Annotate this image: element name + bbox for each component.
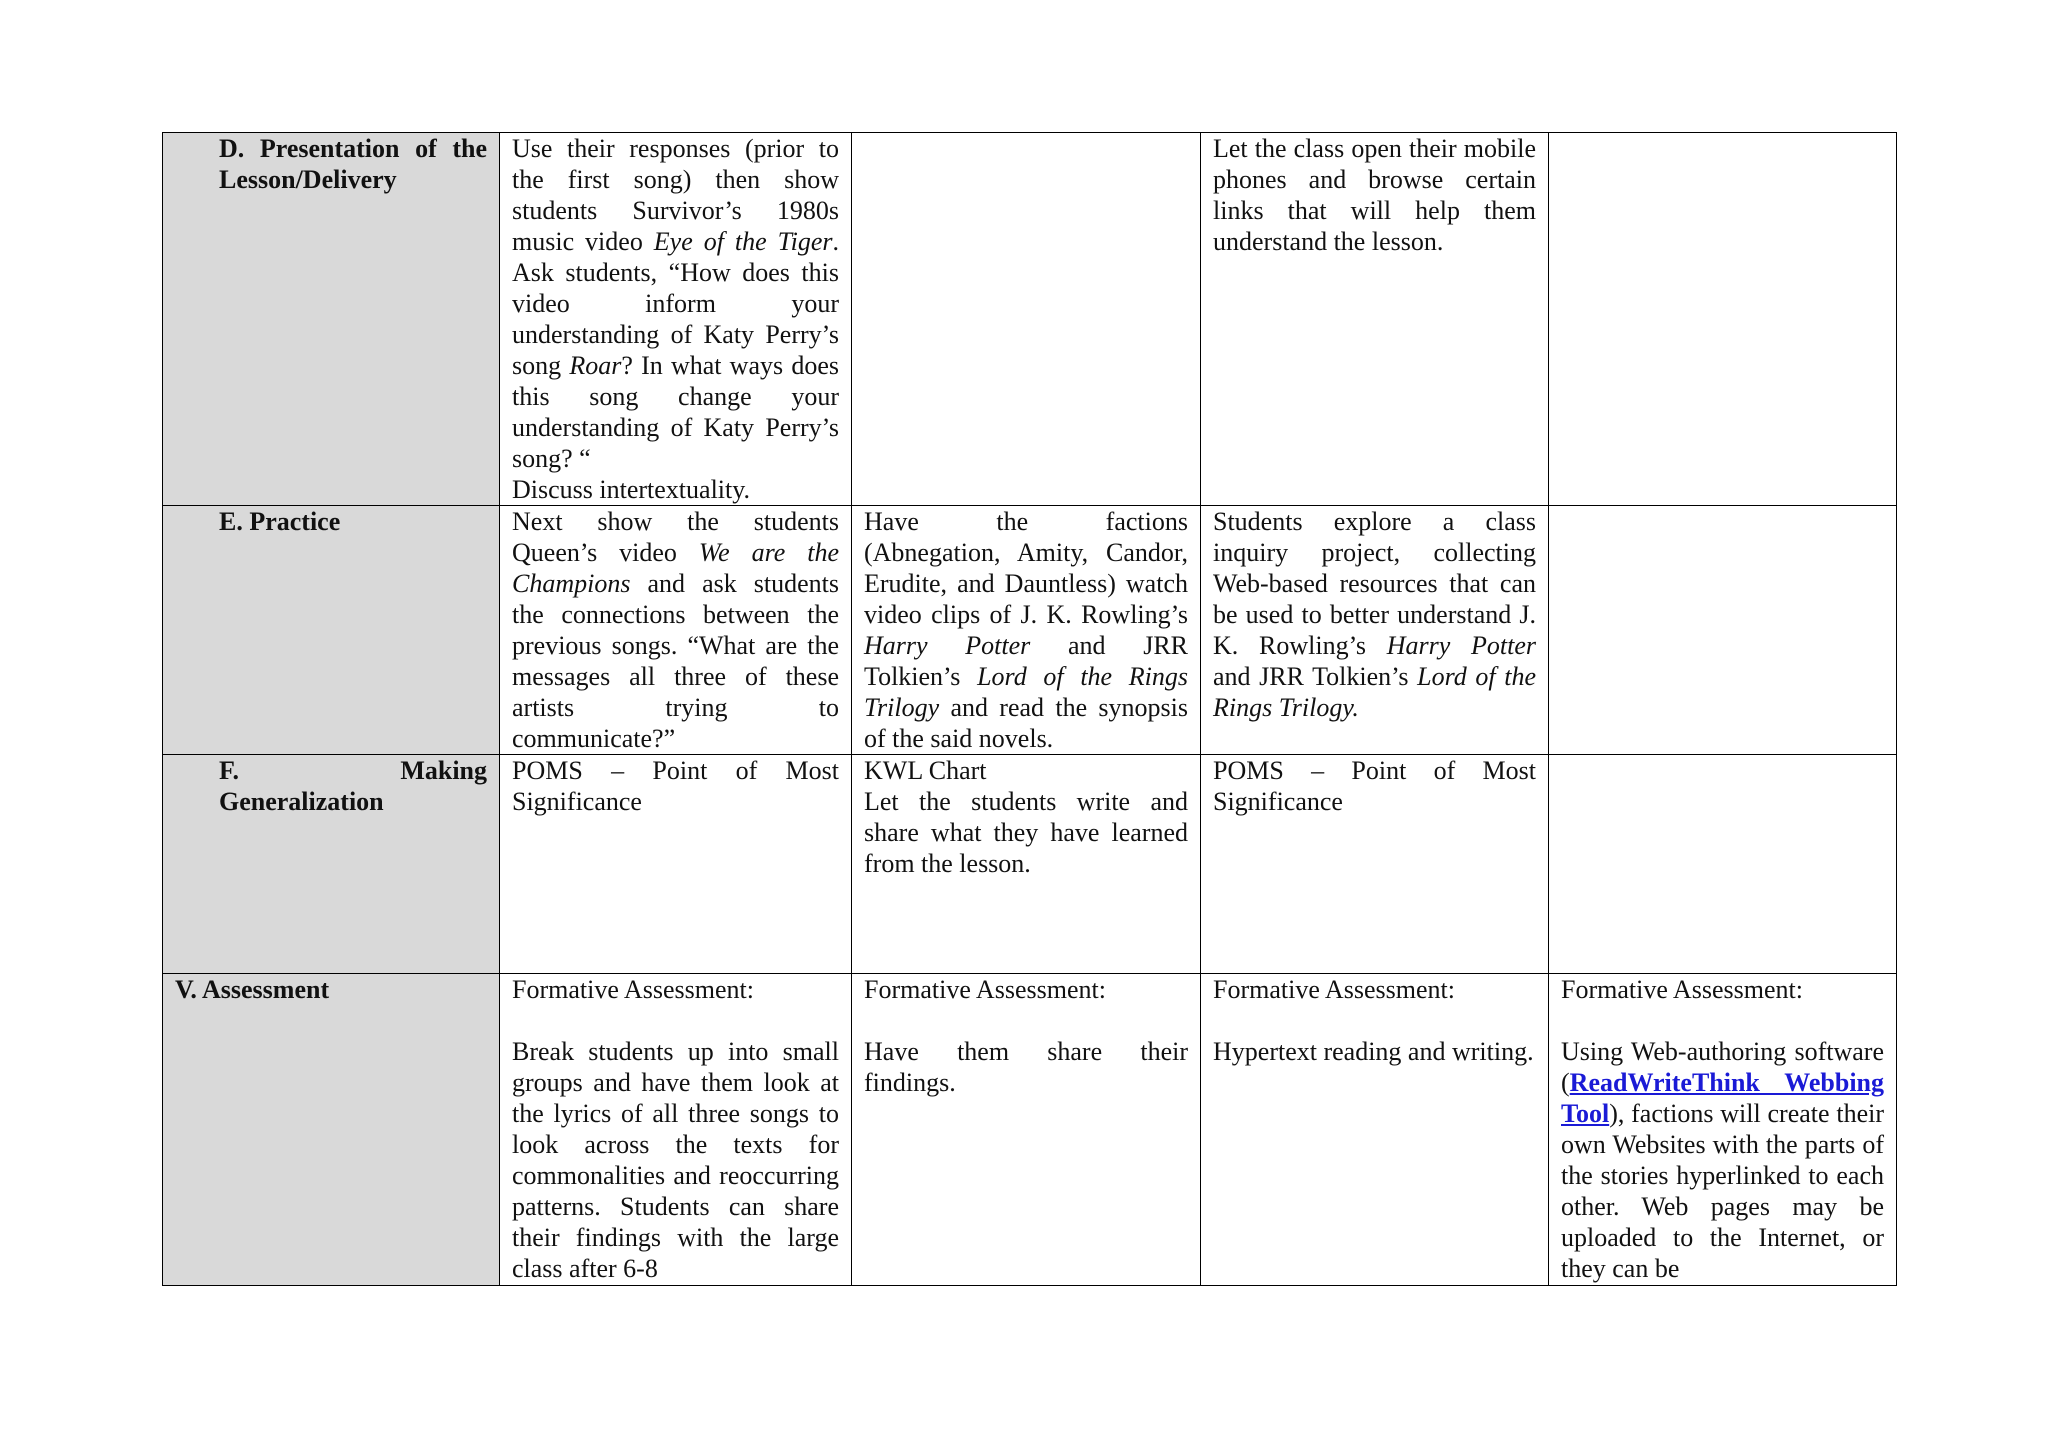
cell-assessment-col3 [1201, 974, 1549, 1286]
cell-heading: Formative Assessment: [512, 975, 754, 1004]
lesson-plan-table [162, 132, 1897, 1286]
cell-text: Break students up into small groups and have them look at the lyrics of all three songs to look across the texts for commonalities and reoccurring patterns. Students can share their findings with the large class after 6-8 [512, 1037, 839, 1283]
song-title: Eye of the Tiger [653, 227, 833, 256]
cell-text-part: ), factions will create their own Websites with the parts of the stories hyperlinked to each other. Web pages may be uploaded to the Internet, or they can be [1561, 1099, 1884, 1283]
cell-assessment-col1 [500, 974, 852, 1286]
cell-text [1561, 1036, 1884, 1284]
cell-text: Use their responses (prior to the first song) then show students Survivor’s 1980s music video [512, 134, 839, 256]
cell-assessment-col4 [1549, 974, 1897, 1286]
song-title: Roar [569, 351, 622, 380]
cell-text: . Ask students, “How does this video inform your understanding of Katy Perry’s song [512, 227, 839, 380]
cell-practice-col4 [1549, 506, 1897, 755]
cell-text-part: Using Web-authoring software ( [1561, 1037, 1884, 1097]
row-label-part: Generalization [219, 787, 384, 816]
cell-generalization-col1: POMS – Point of Most Significance [500, 755, 852, 974]
cell-generalization-col3: POMS – Point of Most Significance [1201, 755, 1549, 974]
cell-text: ? In what ways does this song change your understanding of Katy Perry’s song? “ [512, 351, 839, 473]
row-header-practice [163, 506, 500, 755]
cell-generalization-col4 [1549, 755, 1897, 974]
cell-text: and JRR Tolkien’s [864, 631, 1188, 691]
row-label-part: F. [219, 756, 239, 785]
cell-practice-col2 [852, 506, 1201, 755]
cell-heading: Formative Assessment: [1213, 975, 1455, 1004]
cell-text: Students explore a class inquiry project, collecting Web-based resources that can be used to better understand J. K. Rowling’s [1213, 507, 1536, 660]
row-header-generalization [163, 755, 500, 974]
cell-heading: Formative Assessment: [1561, 975, 1803, 1004]
readwritethink-link[interactable]: ReadWriteThink Webbing Tool [1561, 1068, 1884, 1128]
book-title: Harry Potter [1386, 631, 1536, 660]
cell-text: Have them share their findings. [864, 1037, 1188, 1097]
cell-practice-col1 [500, 506, 852, 755]
cell-text: and JRR Tolkien’s [1213, 662, 1418, 691]
video-title: We are the Champions [512, 538, 839, 598]
cell-text: Let the students write and share what they have learned from the lesson. [864, 787, 1188, 878]
row-label-part: Making [400, 756, 487, 785]
table-row-assessment [163, 974, 1897, 1286]
book-title: Lord of the Rings Trilogy. [1213, 662, 1536, 722]
cell-text: Have the factions (Abnegation, Amity, Candor, Erudite, and Dauntless) watch video clips of J. K. Rowling’s [864, 507, 1188, 629]
row-label: V. Assessment [175, 975, 330, 1004]
book-title: Harry Potter [864, 631, 1031, 660]
cell-presentation-col2 [852, 133, 1201, 506]
row-label [175, 755, 487, 817]
table-row-practice [163, 506, 1897, 755]
table-row-presentation [163, 133, 1897, 506]
cell-text: and ask students the connections between the previous songs. “What are the messages all three of these artists trying to communicate?” [512, 569, 839, 753]
row-header-presentation [163, 133, 500, 506]
table-row-generalization [163, 755, 1897, 974]
cell-presentation-col3: Let the class open their mobile phones and browse certain links that will help them understand the lesson. [1201, 133, 1549, 506]
cell-text: and read the synopsis of the said novels. [864, 693, 1188, 753]
cell-title: KWL Chart [864, 756, 987, 785]
cell-heading: Formative Assessment: [864, 975, 1106, 1004]
cell-generalization-col2 [852, 755, 1201, 974]
cell-presentation-col1 [500, 133, 852, 506]
row-label: D. Presentation of the Lesson/Delivery [219, 134, 487, 194]
cell-assessment-col2 [852, 974, 1201, 1286]
cell-practice-col3 [1201, 506, 1549, 755]
cell-presentation-col4 [1549, 133, 1897, 506]
book-title: Lord of the Rings Trilogy [864, 662, 1188, 722]
row-header-assessment [163, 974, 500, 1286]
cell-text: Hypertext reading and writing. [1213, 1037, 1534, 1066]
cell-text: Next show the students Queen’s video [512, 507, 839, 567]
cell-text: Discuss intertextuality. [512, 475, 751, 504]
row-label: E. Practice [219, 507, 341, 536]
